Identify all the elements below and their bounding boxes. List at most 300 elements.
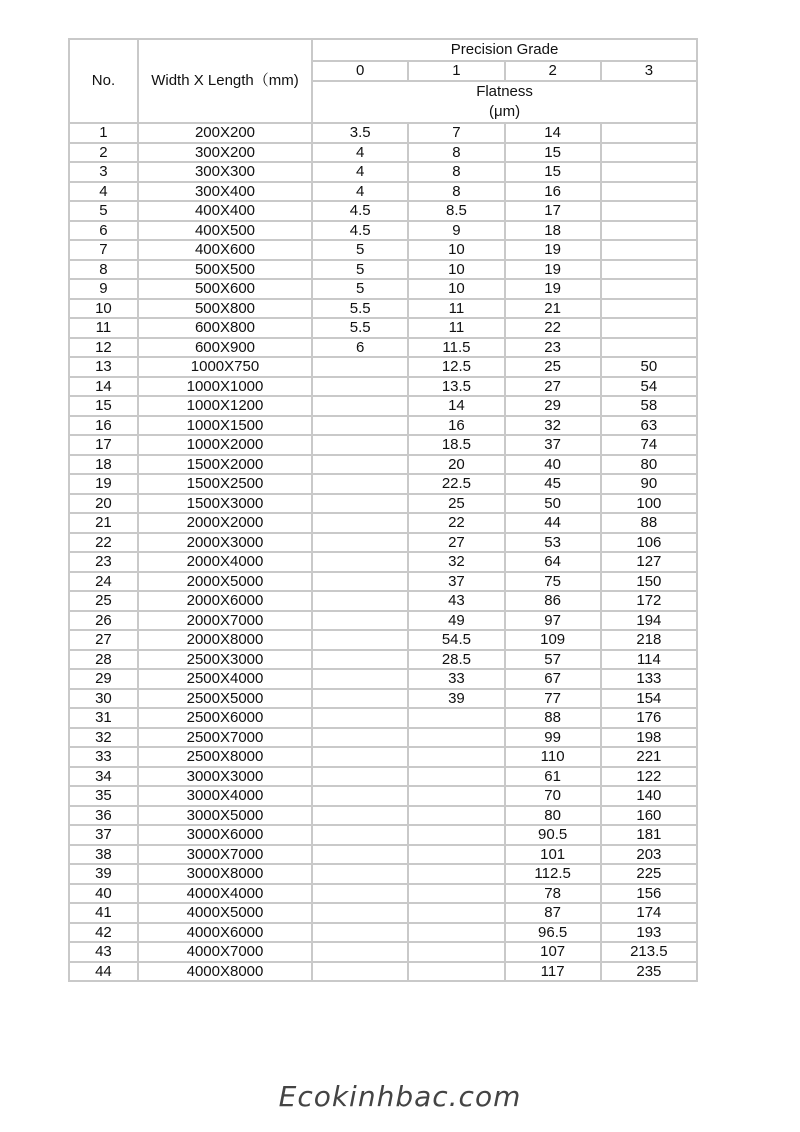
cell-grade-3: [601, 162, 697, 182]
cell-grade-0: [312, 689, 408, 709]
cell-grade-3: 203: [601, 845, 697, 865]
cell-grade-0: [312, 845, 408, 865]
table-row: [69, 962, 697, 982]
cell-grade-2: 53: [505, 533, 601, 553]
cell-no: 20: [69, 494, 138, 514]
cell-grade-1: 43: [408, 591, 504, 611]
table-row: [69, 123, 697, 143]
cell-grade-1: 27: [408, 533, 504, 553]
table-row: [69, 494, 697, 514]
cell-size: 2000X4000: [138, 552, 312, 572]
cell-size: 500X800: [138, 299, 312, 319]
cell-grade-0: [312, 825, 408, 845]
cell-grade-1: 12.5: [408, 357, 504, 377]
cell-no: 2: [69, 143, 138, 163]
table-row: [69, 630, 697, 650]
cell-grade-1: [408, 806, 504, 826]
cell-grade-3: 213.5: [601, 942, 697, 962]
cell-size: 1000X1200: [138, 396, 312, 416]
cell-no: 7: [69, 240, 138, 260]
cell-size: 1000X1000: [138, 377, 312, 397]
cell-grade-1: 22.5: [408, 474, 504, 494]
cell-no: 3: [69, 162, 138, 182]
cell-grade-0: 4: [312, 143, 408, 163]
cell-grade-1: 32: [408, 552, 504, 572]
header-grade-2: 2: [505, 61, 601, 81]
cell-grade-3: [601, 221, 697, 241]
table-row: [69, 728, 697, 748]
cell-grade-0: [312, 669, 408, 689]
cell-grade-0: [312, 650, 408, 670]
cell-no: 14: [69, 377, 138, 397]
cell-grade-2: 19: [505, 260, 601, 280]
cell-no: 25: [69, 591, 138, 611]
cell-no: 38: [69, 845, 138, 865]
cell-size: 1000X750: [138, 357, 312, 377]
cell-no: 9: [69, 279, 138, 299]
cell-grade-1: 8: [408, 143, 504, 163]
footer-watermark: Ecokinhbac.com: [278, 1080, 522, 1113]
flatness-table-sheet: [68, 38, 698, 982]
cell-size: 2000X6000: [138, 591, 312, 611]
cell-grade-1: 11.5: [408, 338, 504, 358]
cell-grade-0: 4.5: [312, 221, 408, 241]
cell-grade-3: 176: [601, 708, 697, 728]
cell-grade-3: [601, 338, 697, 358]
header-unit: (μm): [312, 102, 697, 123]
table-row: [69, 864, 697, 884]
cell-grade-0: [312, 533, 408, 553]
cell-no: 13: [69, 357, 138, 377]
cell-grade-2: 64: [505, 552, 601, 572]
header-size: Width X Length（mm): [138, 39, 312, 123]
table-row: [69, 416, 697, 436]
table-row: [69, 182, 697, 202]
cell-grade-0: 5.5: [312, 299, 408, 319]
cell-size: 300X300: [138, 162, 312, 182]
cell-grade-1: 25: [408, 494, 504, 514]
table-row: [69, 942, 697, 962]
cell-grade-3: 218: [601, 630, 697, 650]
cell-no: 4: [69, 182, 138, 202]
cell-grade-0: [312, 923, 408, 943]
table-row: [69, 201, 697, 221]
cell-grade-1: 54.5: [408, 630, 504, 650]
cell-grade-2: 109: [505, 630, 601, 650]
cell-grade-3: 160: [601, 806, 697, 826]
cell-grade-0: [312, 416, 408, 436]
cell-grade-2: 88: [505, 708, 601, 728]
cell-no: 21: [69, 513, 138, 533]
cell-grade-2: 57: [505, 650, 601, 670]
cell-grade-0: [312, 786, 408, 806]
cell-grade-1: 9: [408, 221, 504, 241]
cell-no: 40: [69, 884, 138, 904]
cell-grade-3: 74: [601, 435, 697, 455]
cell-grade-0: [312, 572, 408, 592]
cell-size: 3000X7000: [138, 845, 312, 865]
cell-grade-2: 21: [505, 299, 601, 319]
cell-size: 2000X3000: [138, 533, 312, 553]
cell-grade-1: 20: [408, 455, 504, 475]
cell-grade-2: 15: [505, 162, 601, 182]
cell-grade-1: 33: [408, 669, 504, 689]
cell-grade-1: 22: [408, 513, 504, 533]
header-grade-0: 0: [312, 61, 408, 81]
cell-grade-2: 75: [505, 572, 601, 592]
cell-grade-3: [601, 143, 697, 163]
cell-grade-0: [312, 884, 408, 904]
cell-grade-0: [312, 708, 408, 728]
table-row: [69, 279, 697, 299]
cell-no: 26: [69, 611, 138, 631]
cell-grade-1: [408, 708, 504, 728]
cell-grade-3: 194: [601, 611, 697, 631]
cell-grade-3: 106: [601, 533, 697, 553]
cell-grade-1: [408, 728, 504, 748]
cell-grade-2: 50: [505, 494, 601, 514]
cell-grade-1: 11: [408, 318, 504, 338]
cell-no: 6: [69, 221, 138, 241]
cell-no: 31: [69, 708, 138, 728]
cell-grade-2: 110: [505, 747, 601, 767]
cell-grade-2: 97: [505, 611, 601, 631]
cell-size: 400X400: [138, 201, 312, 221]
cell-grade-3: 100: [601, 494, 697, 514]
cell-no: 28: [69, 650, 138, 670]
cell-grade-3: 114: [601, 650, 697, 670]
cell-grade-2: 44: [505, 513, 601, 533]
cell-no: 36: [69, 806, 138, 826]
cell-grade-3: 127: [601, 552, 697, 572]
table-row: [69, 318, 697, 338]
cell-grade-0: [312, 357, 408, 377]
cell-grade-1: 16: [408, 416, 504, 436]
cell-grade-2: 96.5: [505, 923, 601, 943]
cell-no: 24: [69, 572, 138, 592]
cell-grade-1: 10: [408, 260, 504, 280]
table-row: [69, 162, 697, 182]
cell-grade-3: 156: [601, 884, 697, 904]
table-row: [69, 240, 697, 260]
cell-grade-3: 235: [601, 962, 697, 982]
cell-grade-2: 70: [505, 786, 601, 806]
cell-grade-2: 87: [505, 903, 601, 923]
cell-size: 300X200: [138, 143, 312, 163]
cell-grade-0: 3.5: [312, 123, 408, 143]
cell-grade-3: 50: [601, 357, 697, 377]
cell-grade-2: 25: [505, 357, 601, 377]
cell-no: 33: [69, 747, 138, 767]
cell-grade-0: [312, 942, 408, 962]
cell-size: 400X600: [138, 240, 312, 260]
cell-grade-0: [312, 513, 408, 533]
cell-size: 1000X1500: [138, 416, 312, 436]
cell-grade-2: 16: [505, 182, 601, 202]
cell-grade-3: 63: [601, 416, 697, 436]
cell-grade-3: [601, 240, 697, 260]
cell-grade-1: 37: [408, 572, 504, 592]
table-row: [69, 513, 697, 533]
cell-size: 2000X7000: [138, 611, 312, 631]
cell-grade-2: 15: [505, 143, 601, 163]
table-header: [69, 39, 697, 123]
table-row: [69, 923, 697, 943]
cell-grade-0: [312, 630, 408, 650]
table-row: [69, 260, 697, 280]
table-row: [69, 650, 697, 670]
cell-no: 29: [69, 669, 138, 689]
header-precision-grade: Precision Grade: [312, 39, 697, 61]
cell-grade-2: 40: [505, 455, 601, 475]
cell-grade-1: 14: [408, 396, 504, 416]
cell-grade-3: 193: [601, 923, 697, 943]
cell-no: 30: [69, 689, 138, 709]
cell-grade-2: 32: [505, 416, 601, 436]
cell-grade-0: 6: [312, 338, 408, 358]
table-row: [69, 825, 697, 845]
table-row: [69, 357, 697, 377]
cell-grade-2: 117: [505, 962, 601, 982]
cell-grade-3: 221: [601, 747, 697, 767]
cell-grade-0: [312, 552, 408, 572]
cell-size: 2500X5000: [138, 689, 312, 709]
table-row: [69, 377, 697, 397]
cell-size: 4000X6000: [138, 923, 312, 943]
cell-grade-0: [312, 962, 408, 982]
cell-grade-3: 150: [601, 572, 697, 592]
table-row: [69, 884, 697, 904]
cell-size: 600X900: [138, 338, 312, 358]
cell-no: 43: [69, 942, 138, 962]
table-row: [69, 552, 697, 572]
cell-no: 10: [69, 299, 138, 319]
cell-size: 600X800: [138, 318, 312, 338]
cell-grade-1: [408, 962, 504, 982]
cell-grade-3: [601, 123, 697, 143]
cell-grade-2: 29: [505, 396, 601, 416]
cell-size: 1500X2000: [138, 455, 312, 475]
cell-grade-0: [312, 747, 408, 767]
cell-grade-0: [312, 435, 408, 455]
cell-grade-0: [312, 903, 408, 923]
cell-no: 5: [69, 201, 138, 221]
cell-grade-0: [312, 591, 408, 611]
cell-size: 3000X6000: [138, 825, 312, 845]
cell-grade-1: 10: [408, 240, 504, 260]
cell-size: 3000X8000: [138, 864, 312, 884]
cell-size: 1500X3000: [138, 494, 312, 514]
cell-grade-1: 8.5: [408, 201, 504, 221]
header-flatness: Flatness: [312, 81, 697, 102]
cell-grade-0: 5.5: [312, 318, 408, 338]
cell-grade-0: [312, 611, 408, 631]
cell-grade-3: 88: [601, 513, 697, 533]
cell-grade-0: [312, 864, 408, 884]
cell-grade-0: 5: [312, 279, 408, 299]
table-row: [69, 533, 697, 553]
cell-grade-2: 23: [505, 338, 601, 358]
table-row: [69, 221, 697, 241]
cell-no: 18: [69, 455, 138, 475]
cell-grade-3: 181: [601, 825, 697, 845]
cell-no: 42: [69, 923, 138, 943]
cell-no: 16: [69, 416, 138, 436]
cell-grade-2: 78: [505, 884, 601, 904]
cell-grade-2: 22: [505, 318, 601, 338]
cell-grade-3: 225: [601, 864, 697, 884]
cell-size: 3000X4000: [138, 786, 312, 806]
cell-grade-3: 90: [601, 474, 697, 494]
table-row: [69, 747, 697, 767]
cell-no: 37: [69, 825, 138, 845]
table-row: [69, 708, 697, 728]
cell-size: 2500X8000: [138, 747, 312, 767]
cell-grade-2: 101: [505, 845, 601, 865]
table-body: [69, 123, 697, 981]
cell-grade-1: [408, 845, 504, 865]
cell-grade-3: [601, 201, 697, 221]
cell-grade-2: 90.5: [505, 825, 601, 845]
cell-grade-0: 5: [312, 240, 408, 260]
cell-no: 44: [69, 962, 138, 982]
table-row: [69, 767, 697, 787]
cell-grade-1: 28.5: [408, 650, 504, 670]
cell-grade-3: [601, 299, 697, 319]
cell-grade-2: 19: [505, 279, 601, 299]
cell-no: 15: [69, 396, 138, 416]
cell-grade-0: [312, 377, 408, 397]
cell-grade-1: [408, 884, 504, 904]
cell-grade-1: [408, 942, 504, 962]
cell-no: 41: [69, 903, 138, 923]
cell-grade-3: 80: [601, 455, 697, 475]
header-grade-3: 3: [601, 61, 697, 81]
cell-grade-3: 174: [601, 903, 697, 923]
cell-grade-0: [312, 806, 408, 826]
cell-grade-3: 58: [601, 396, 697, 416]
cell-no: 27: [69, 630, 138, 650]
table-row: [69, 786, 697, 806]
cell-size: 2500X6000: [138, 708, 312, 728]
table-row: [69, 474, 697, 494]
cell-size: 4000X5000: [138, 903, 312, 923]
table-row: [69, 455, 697, 475]
cell-grade-2: 45: [505, 474, 601, 494]
table-row: [69, 806, 697, 826]
table-row: [69, 143, 697, 163]
cell-grade-3: 54: [601, 377, 697, 397]
cell-size: 2000X8000: [138, 630, 312, 650]
cell-size: 500X500: [138, 260, 312, 280]
cell-grade-2: 27: [505, 377, 601, 397]
cell-grade-3: 133: [601, 669, 697, 689]
cell-size: 2500X3000: [138, 650, 312, 670]
cell-grade-3: [601, 260, 697, 280]
cell-grade-2: 107: [505, 942, 601, 962]
cell-grade-3: [601, 279, 697, 299]
cell-grade-2: 99: [505, 728, 601, 748]
cell-grade-2: 61: [505, 767, 601, 787]
cell-grade-1: 39: [408, 689, 504, 709]
table-row: [69, 669, 697, 689]
cell-grade-0: [312, 396, 408, 416]
cell-grade-2: 17: [505, 201, 601, 221]
cell-size: 200X200: [138, 123, 312, 143]
cell-grade-3: 154: [601, 689, 697, 709]
cell-grade-1: 8: [408, 162, 504, 182]
cell-grade-0: 4: [312, 182, 408, 202]
cell-size: 1500X2500: [138, 474, 312, 494]
cell-size: 1000X2000: [138, 435, 312, 455]
cell-grade-1: 8: [408, 182, 504, 202]
table-row: [69, 396, 697, 416]
table-row: [69, 689, 697, 709]
cell-grade-3: 140: [601, 786, 697, 806]
cell-grade-1: [408, 864, 504, 884]
cell-grade-1: [408, 747, 504, 767]
table-row: [69, 299, 697, 319]
cell-grade-2: 14: [505, 123, 601, 143]
cell-grade-0: [312, 728, 408, 748]
cell-grade-1: 7: [408, 123, 504, 143]
cell-grade-2: 18: [505, 221, 601, 241]
cell-grade-1: [408, 767, 504, 787]
cell-size: 400X500: [138, 221, 312, 241]
cell-size: 500X600: [138, 279, 312, 299]
cell-no: 11: [69, 318, 138, 338]
cell-grade-3: 122: [601, 767, 697, 787]
cell-size: 2500X4000: [138, 669, 312, 689]
cell-grade-3: [601, 318, 697, 338]
cell-grade-1: [408, 903, 504, 923]
cell-grade-1: 11: [408, 299, 504, 319]
cell-size: 3000X3000: [138, 767, 312, 787]
cell-no: 1: [69, 123, 138, 143]
cell-grade-2: 77: [505, 689, 601, 709]
cell-no: 35: [69, 786, 138, 806]
cell-grade-2: 112.5: [505, 864, 601, 884]
cell-grade-1: [408, 825, 504, 845]
cell-grade-1: 49: [408, 611, 504, 631]
cell-grade-0: [312, 455, 408, 475]
cell-grade-2: 86: [505, 591, 601, 611]
cell-size: 4000X8000: [138, 962, 312, 982]
cell-grade-2: 37: [505, 435, 601, 455]
cell-size: 300X400: [138, 182, 312, 202]
cell-no: 39: [69, 864, 138, 884]
cell-grade-2: 80: [505, 806, 601, 826]
cell-grade-0: [312, 494, 408, 514]
cell-grade-1: [408, 786, 504, 806]
cell-no: 12: [69, 338, 138, 358]
cell-grade-0: [312, 474, 408, 494]
header-no: No.: [69, 39, 138, 123]
cell-grade-1: [408, 923, 504, 943]
cell-grade-0: [312, 767, 408, 787]
cell-size: 3000X5000: [138, 806, 312, 826]
cell-grade-3: 198: [601, 728, 697, 748]
cell-no: 23: [69, 552, 138, 572]
cell-grade-2: 19: [505, 240, 601, 260]
cell-grade-2: 67: [505, 669, 601, 689]
cell-grade-0: 4.5: [312, 201, 408, 221]
cell-grade-1: 18.5: [408, 435, 504, 455]
cell-size: 4000X7000: [138, 942, 312, 962]
cell-no: 17: [69, 435, 138, 455]
table-row: [69, 338, 697, 358]
cell-grade-3: 172: [601, 591, 697, 611]
